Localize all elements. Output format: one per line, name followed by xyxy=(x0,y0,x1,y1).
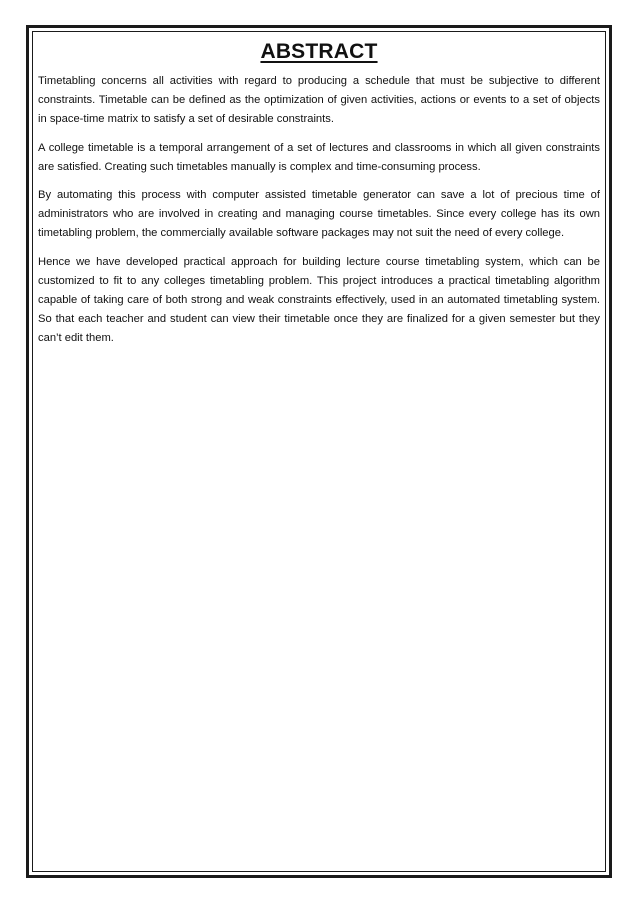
document-title: ABSTRACT xyxy=(260,40,378,63)
abstract-paragraph-1: Timetabling concerns all activities with regard to producing a schedule that must be subjective to different constraints. Timetable can be defined as the optimization of given activities, actions or events to a set of objects in space-time matrix to satisfy a set of desirable constraints. xyxy=(38,75,600,126)
document-body xyxy=(38,40,600,358)
abstract-paragraph-4: Hence we have developed practical approach for building lecture course timetabling system, which can be customized to fit to any colleges timetabling problem. This project introduces a practical timetabling algorithm capable of taking care of both strong and weak constraints effectively, used in an automated timetabling system. So that each teacher and student can view their timetable once they are finalized for a given semester but they can’t edit them. xyxy=(38,255,600,345)
abstract-paragraph-2: A college timetable is a temporal arrangement of a set of lectures and classrooms in which all given constraints are satisfied. Creating such timetables manually is complex and time-consuming process. xyxy=(38,141,600,173)
abstract-paragraph-3: By automating this process with computer assisted timetable generator can save a lot of precious time of administrators who are involved in creating and managing course timetables. Since every college has its own timetabling problem, the commercially available software packages may not suit the need of every college. xyxy=(38,189,600,240)
